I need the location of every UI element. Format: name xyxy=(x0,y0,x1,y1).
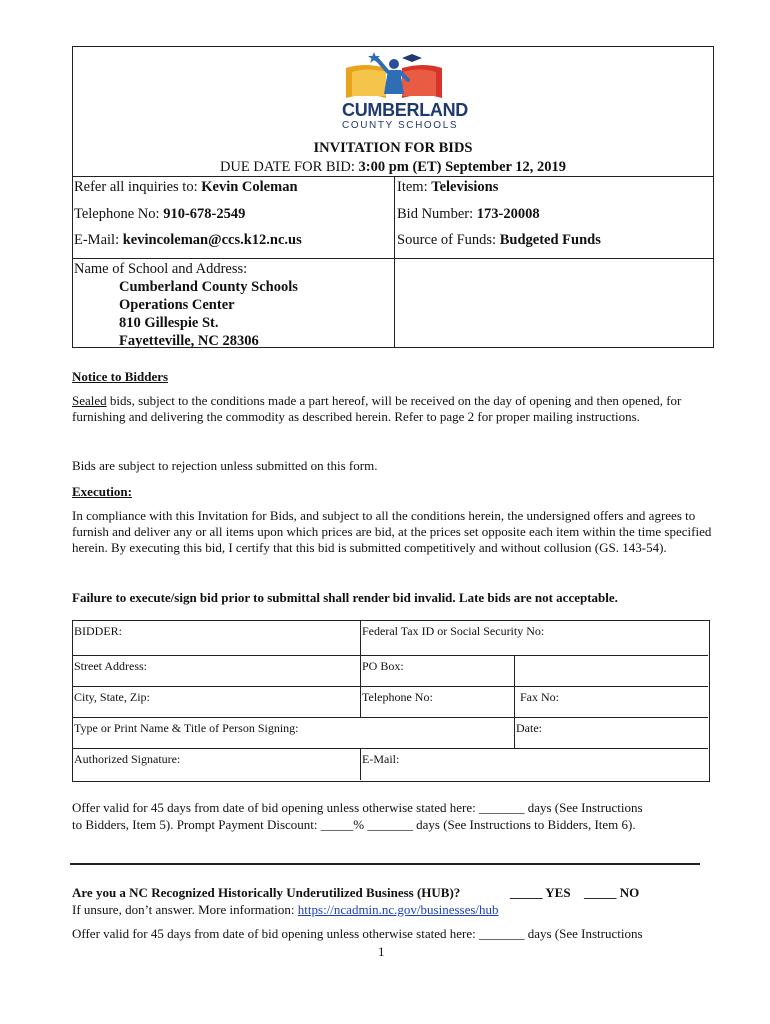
due-date-value: 3:00 pm (ET) September 12, 2019 xyxy=(358,159,567,175)
table-divider xyxy=(360,748,361,780)
table-divider xyxy=(514,655,515,717)
inquiries-contact: Kevin Coleman xyxy=(201,179,298,195)
inquiries: Refer all inquiries to: Kevin Coleman xyxy=(74,179,298,195)
header-divider xyxy=(72,176,714,177)
section-separator xyxy=(70,863,700,865)
offer-line: to Bidders, Item 5). Prompt Payment Discount: _____% _______ days (See Instructions to Bidders, Item 6). xyxy=(72,817,636,832)
signer-name-field[interactable]: Type or Print Name & Title of Person Signing: xyxy=(74,721,299,735)
page-title: INVITATION FOR BIDS xyxy=(313,140,473,156)
notice-paragraph: Sealed bids, subject to the conditions made a part hereof, will be received on the day of opening and then opened, for furnishing and delivering the commodity as described herein. Refer to page 2 for proper mailing instructions. xyxy=(72,393,682,424)
telephone-value: 910-678-2549 xyxy=(163,206,246,222)
notice-heading: Notice to Bidders xyxy=(72,369,169,384)
hub-info: If unsure, don’t answer. More information: https://ncadmin.nc.gov/businesses/hub xyxy=(72,902,499,917)
hub-yes[interactable]: _____ YES xyxy=(510,885,571,900)
bid-number: Bid Number: 173-20008 xyxy=(397,206,540,222)
table-divider xyxy=(72,686,708,687)
telephone: Telephone No: 910-678-2549 xyxy=(74,206,246,222)
signature-field[interactable]: Authorized Signature: xyxy=(74,752,181,766)
source-of-funds-value: Budgeted Funds xyxy=(499,232,601,248)
school-label: Name of School and Address: xyxy=(74,261,248,277)
email-value: kevincoleman@ccs.k12.nc.us xyxy=(122,232,302,248)
logo-subtitle: COUNTY SCHOOLS xyxy=(342,120,459,131)
table-divider xyxy=(514,717,515,748)
rejection-notice: Bids are subject to rejection unless submitted on this form. xyxy=(72,458,378,473)
street-address-field[interactable]: Street Address: xyxy=(74,659,147,673)
execution-paragraph: In compliance with this Invitation for Bids, and subject to all the conditions herein, the undersigned offers and agrees to furnish and deliver any or all items upon which prices are bid, at the prices set opposite each item within the time specified herein. By executing this bid, I certify that this bid is submitted competitively and without collusion (GS. 143-54). xyxy=(72,508,712,555)
bidder-email-field[interactable]: E-Mail: xyxy=(362,752,400,766)
school-address-line: Cumberland County Schools xyxy=(119,279,298,295)
table-divider xyxy=(72,717,708,718)
offer-line: Offer valid for 45 days from date of bid opening unless otherwise stated here: _______ days (See Instructions xyxy=(72,800,643,815)
school-address-line: Operations Center xyxy=(119,297,235,313)
table-divider xyxy=(72,655,708,656)
hub-question: Are you a NC Recognized Historically Underutilized Business (HUB)? xyxy=(72,885,461,900)
execution-heading: Execution: xyxy=(72,484,132,499)
email: E-Mail: kevincoleman@ccs.k12.nc.us xyxy=(74,232,302,248)
date-field[interactable]: Date: xyxy=(516,721,542,735)
telephone-field[interactable]: Telephone No: xyxy=(362,690,433,704)
item-value: Televisions xyxy=(431,179,499,195)
school-address-line: Fayetteville, NC 28306 xyxy=(119,333,259,349)
fax-field[interactable]: Fax No: xyxy=(520,690,559,704)
info-divider xyxy=(72,258,714,259)
tax-id-field[interactable]: Federal Tax ID or Social Security No: xyxy=(362,624,545,638)
city-state-zip-field[interactable]: City, State, Zip: xyxy=(74,690,150,704)
table-divider xyxy=(72,748,708,749)
logo-wordmark: CUMBERLAND xyxy=(342,100,468,120)
execution-warning: Failure to execute/sign bid prior to submittal shall render bid invalid. Late bids are not acceptable. xyxy=(72,590,618,605)
page-number: 1 xyxy=(378,944,385,959)
bid-number-value: 173-20008 xyxy=(476,206,540,222)
hub-no[interactable]: _____ NO xyxy=(584,885,640,900)
item: Item: Televisions xyxy=(397,179,499,195)
due-date xyxy=(72,159,714,176)
school-address-line: 810 Gillespie St. xyxy=(119,315,219,331)
hub-link[interactable]: https://ncadmin.nc.gov/businesses/hub xyxy=(297,902,499,917)
po-box-field[interactable]: PO Box: xyxy=(362,659,404,673)
table-divider xyxy=(360,620,361,655)
offer-line-repeat: Offer valid for 45 days from date of bid opening unless otherwise stated here: _______ days (See Instructions xyxy=(72,926,643,941)
source-of-funds: Source of Funds: Budgeted Funds xyxy=(397,232,601,248)
due-date-label: DUE DATE FOR BID: xyxy=(219,159,355,175)
table-divider xyxy=(360,655,361,717)
bidder-field[interactable]: BIDDER: xyxy=(74,624,122,638)
info-column-divider xyxy=(394,176,395,348)
